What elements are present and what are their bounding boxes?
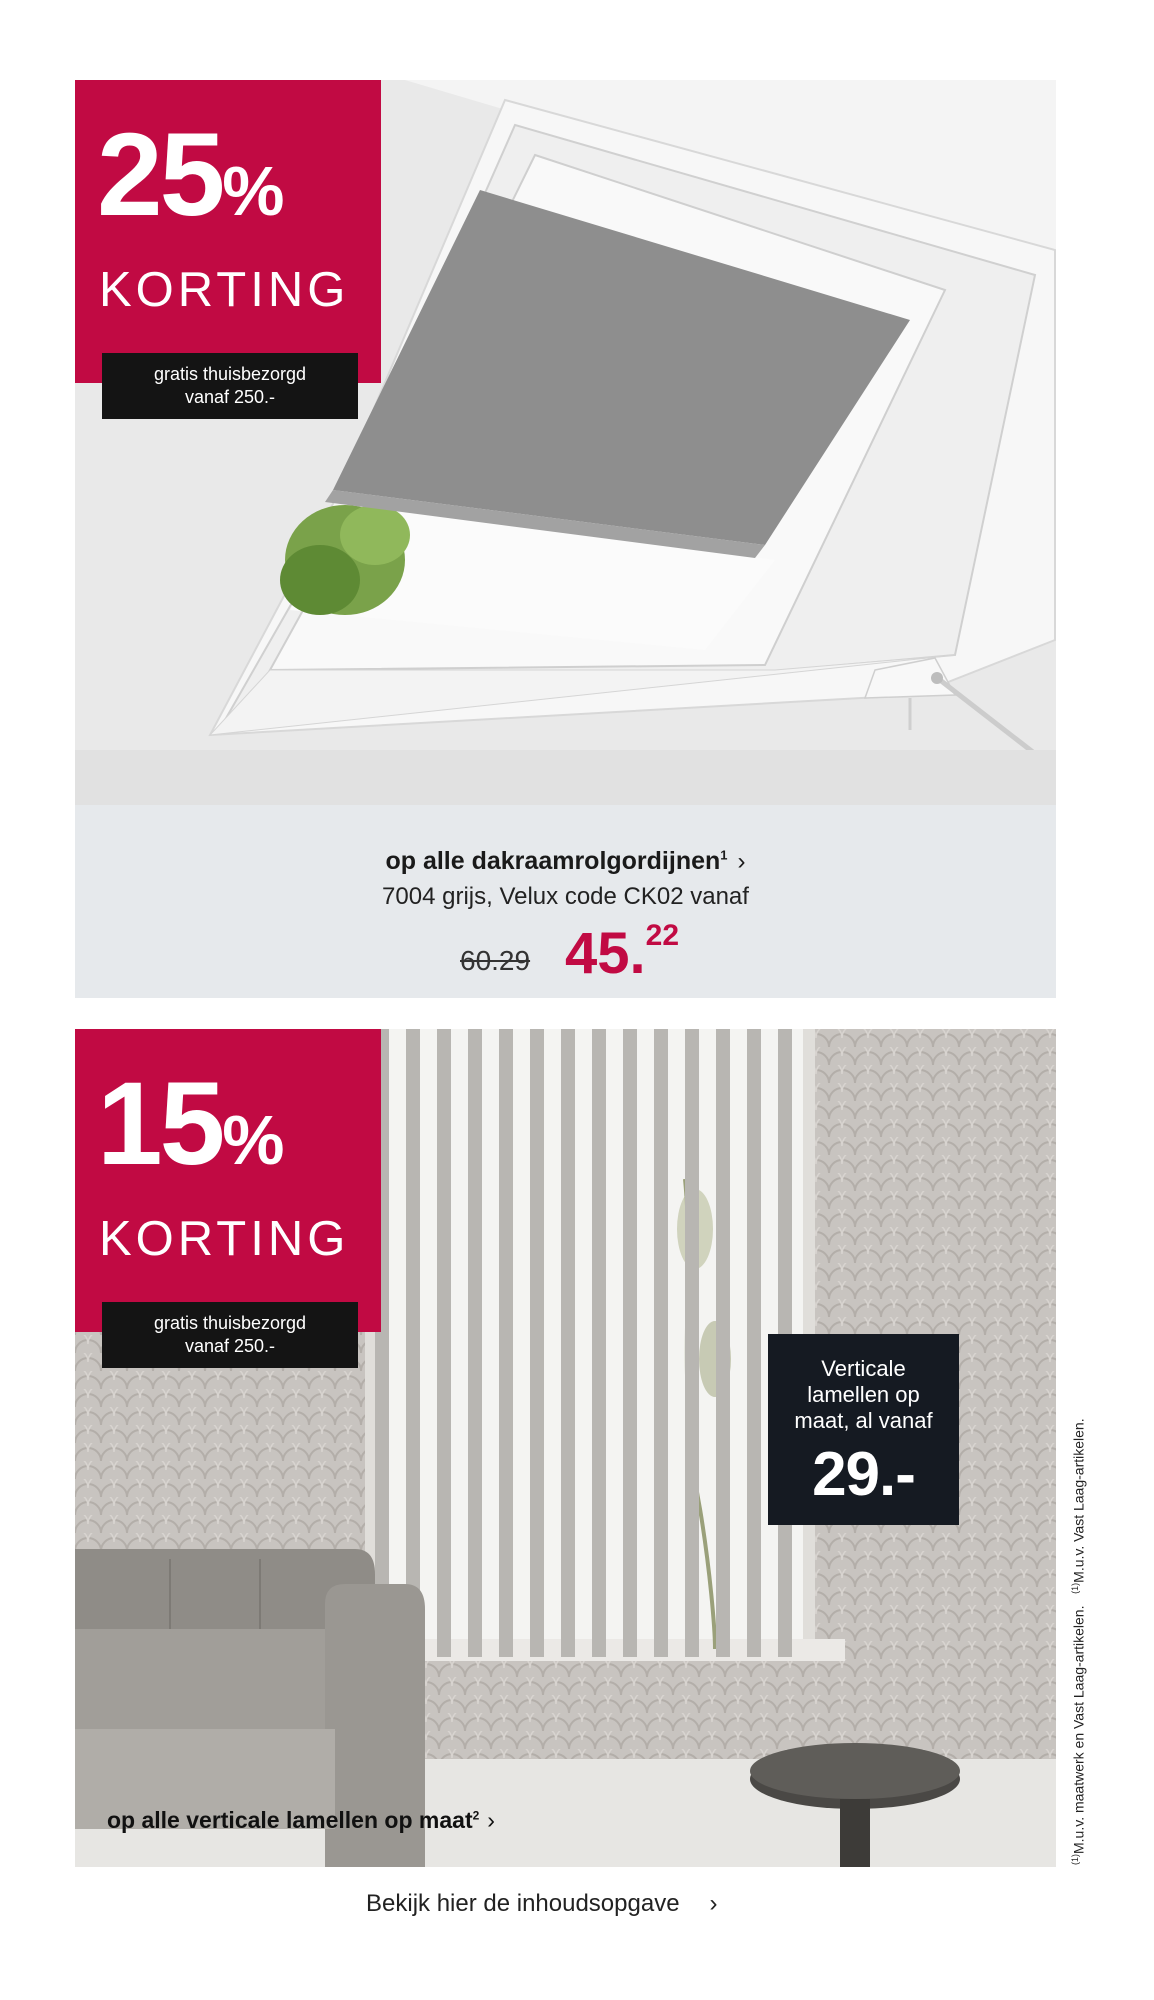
free-delivery-note: gratis thuisbezorgd vanaf 250.- [102, 1302, 358, 1368]
promo-skylight-blinds[interactable] [75, 80, 1056, 998]
footnote: $^{(1)}$M.u.v. maatwerk en Vast Laag-artikelen. $^{(1)}$M.u.v. Vast Laag-artikelen. [1070, 1418, 1087, 1865]
old-price: 60.29 [460, 945, 531, 976]
promo-subtitle: 7004 grijs, Velux code CK02 vanaf [382, 883, 749, 910]
chevron-right-icon: › [487, 1807, 495, 1833]
discount-badge-25 [75, 80, 381, 383]
price-box-text: Verticale lamellen op maat, al vanaf [794, 1356, 933, 1433]
discount-percent: 25% [97, 109, 285, 241]
new-price: 45.22 [565, 919, 680, 986]
starting-price-box [768, 1334, 959, 1525]
discount-percent: 15% [97, 1058, 285, 1190]
promo-vertical-blinds[interactable] [75, 1029, 1056, 1867]
free-delivery-note: gratis thuisbezorgd vanaf 250.- [102, 353, 358, 419]
discount-label: KORTING [99, 1212, 350, 1266]
chevron-right-icon: › [737, 848, 746, 875]
promo-title-link[interactable]: op alle verticale lamellen op maat$^2$ › [107, 1807, 495, 1833]
table-of-contents-link[interactable]: Bekijk hier de inhoudsopgave › [366, 1890, 718, 1917]
chevron-right-icon: › [709, 1890, 718, 1917]
starting-price: 29.- [812, 1440, 915, 1509]
promo-title-link[interactable]: op alle dakraamrolgordijnen$^1$ › [385, 847, 746, 875]
discount-label: KORTING [99, 263, 350, 317]
discount-badge-15 [75, 1029, 381, 1332]
price-block [75, 915, 1056, 985]
promo-caption [75, 805, 1056, 998]
